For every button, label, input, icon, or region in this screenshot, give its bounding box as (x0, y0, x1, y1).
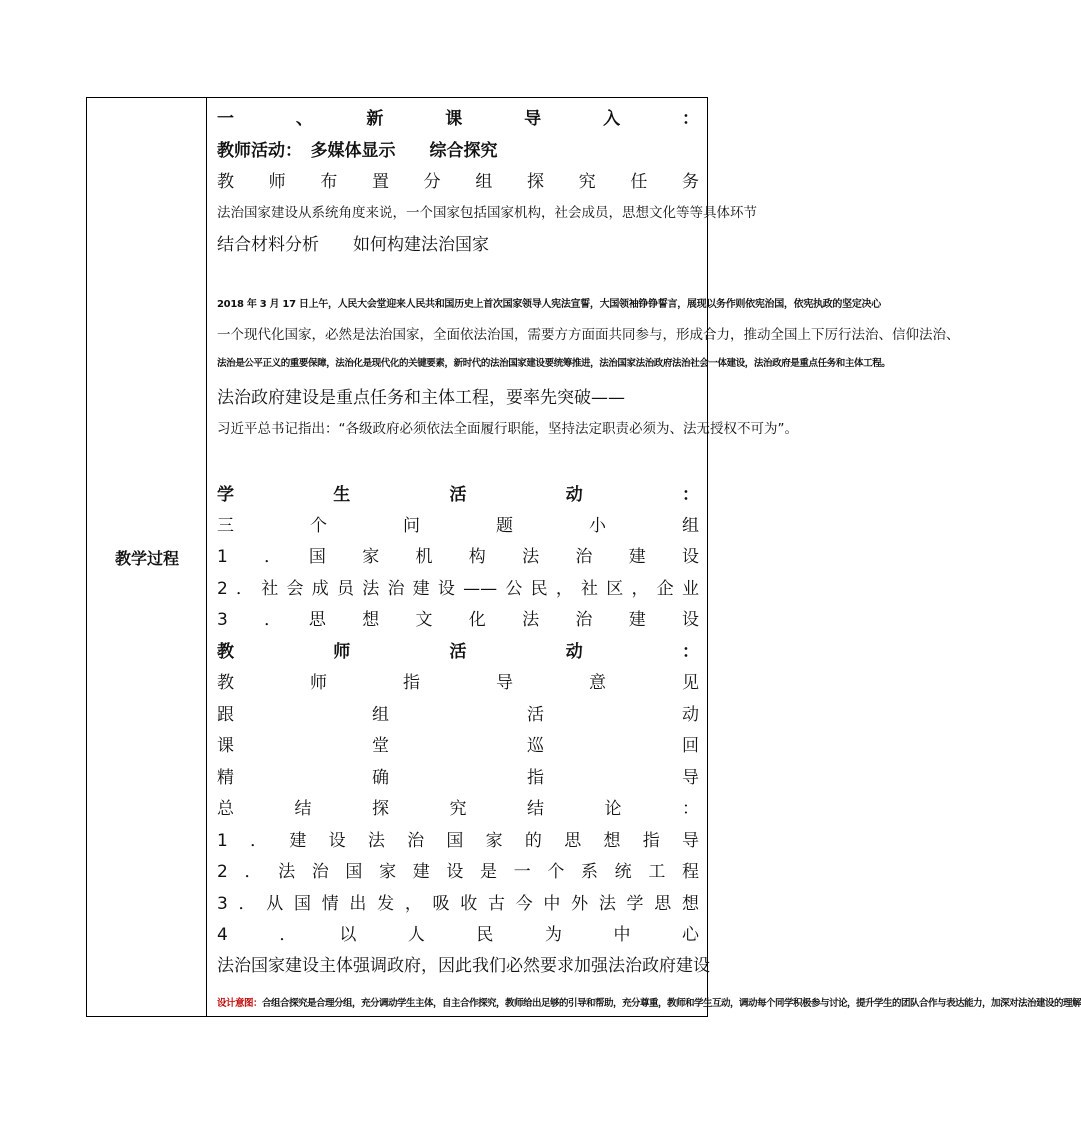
text-line: 课 堂 巡 回 (217, 736, 699, 756)
text-line: 结合材料分析 如何构建法治国家 (217, 235, 489, 255)
design-note-text: 合组合探究是合理分组，充分调动学生主体，自主合作探究，教师给出足够的引导和帮助，充分尊重，教师和学生互动，调动每个同学积极参与讨论，提升学生的团队合作与表达能力，加深对法治建设的理解 (262, 998, 1081, 1009)
material-line: 一个现代化国家，必然是法治国家，全面依法治国，需要方方面面共同参与，形成合力，推动全国上下厉行法治、信仰法治、 (217, 327, 960, 343)
teacher-activity-heading: 教师活动： 多媒体显示 综合探究 (217, 141, 498, 161)
list-item: 2．社会成员法治建设——公民，社区，企业 (217, 579, 699, 599)
text-line: 教 师 指 导 意 见 (217, 673, 699, 693)
text-line: 法治政府建设是重点任务和主体工程，要率先突破—— (217, 388, 625, 408)
design-note-tag: 设计意图： (217, 998, 263, 1009)
teacher-activity-heading-2: 教 师 活 动 ： (217, 642, 699, 662)
design-note (217, 995, 1081, 1009)
text-line: 精 确 指 导 (217, 768, 699, 788)
text-line: 三 个 问 题 小 组 (217, 516, 699, 536)
list-item: 3 ． 思 想 文 化 法 治 建 设 (217, 610, 699, 630)
content-cell (209, 98, 1081, 1016)
quote-line: 习近平总书记指出：“各级政府必须依法全面履行职能，坚持法定职责必须为、法无授权不可为”。 (217, 421, 798, 437)
student-activity-heading: 学 生 活 动 ： (217, 485, 699, 505)
text-line: 法治国家建设主体强调政府，因此我们必然要求加强法治政府建设 (217, 956, 710, 976)
list-item: 3．从国情出发，吸收古今中外法学思想 (217, 894, 699, 914)
summary-heading: 总 结 探 究 结 论 ： (217, 799, 699, 819)
row-label: 教学过程 (114, 549, 179, 568)
text-line: 跟 组 活 动 (217, 705, 699, 725)
text-line: 法治国家建设从系统角度来说，一个国家包括国家机构，社会成员，思想文化等等具体环节 (217, 205, 757, 221)
list-item: 1．建设法治国家的思想指导 (217, 831, 699, 851)
list-item: 2．法治国家建设是一个系统工程 (217, 862, 699, 882)
heading-new-lesson: 一 、 新 课 导 入 ： (217, 109, 699, 129)
material-line: 法治是公平正义的重要保障，法治化是现代化的关键要素，新时代的法治国家建设要统筹推进，法治国家法治政府法治社会一体建设，法治政府是重点任务和主体工程。 (217, 358, 891, 369)
material-line: 2018 年 3 月 17 日上午，人民大会堂迎来人民共和国历史上首次国家领导人宪法宣誓，大国领袖铮铮誓言，展现以务作则依宪治国，依宪执政的坚定决心 (217, 299, 881, 310)
list-item: 1 ． 国 家 机 构 法 治 建 设 (217, 547, 699, 567)
lesson-table (86, 97, 1081, 1017)
list-item: 4 ． 以 人 民 为 中 心 (217, 925, 699, 945)
text-line: 教 师 布 置 分 组 探 究 任 务 (217, 172, 699, 192)
row-label-cell (87, 98, 207, 1016)
